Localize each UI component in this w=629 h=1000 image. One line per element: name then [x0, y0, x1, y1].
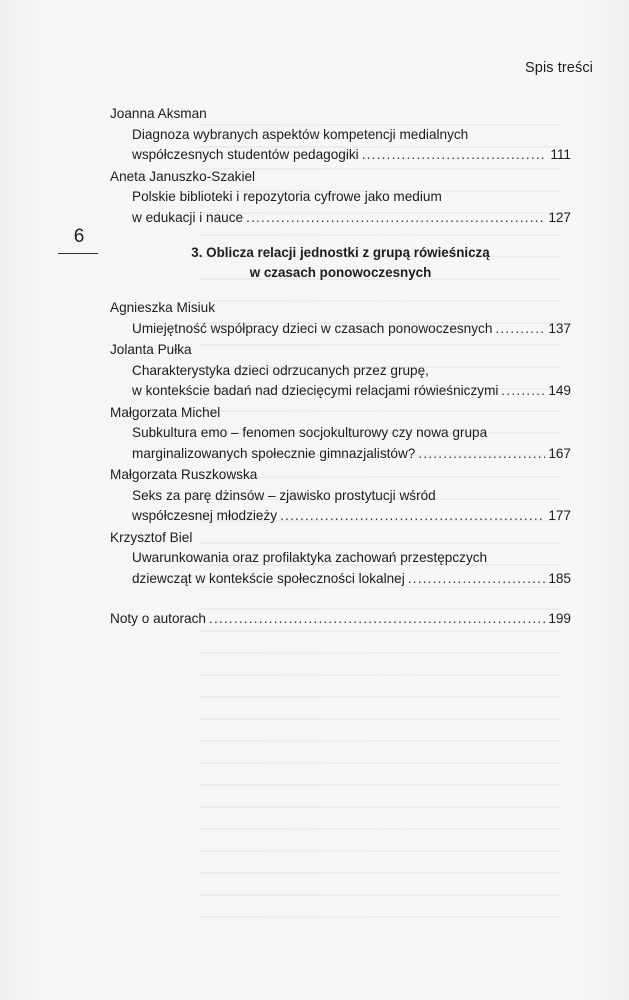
- entry-title-text: Umiejętność współpracy dzieci w czasach ponowoczesnych: [132, 320, 493, 336]
- entry-author: Jolanta Pułka: [110, 342, 192, 357]
- entry-title-line: Uwarunkowania oraz profilaktyka zachowań przestępczych: [132, 550, 488, 565]
- entry-title-line: Diagnoza wybranych aspektów kompetencji medialnych: [132, 126, 469, 142]
- entry-title: [110, 361, 571, 402]
- toc-entry-notes[interactable]: [110, 609, 571, 630]
- entry-title-line: Charakterystyka dzieci odrzucanych przez grupę,: [132, 362, 429, 378]
- notes-label: Noty o autorach: [110, 611, 206, 626]
- notes-line: [110, 609, 571, 630]
- toc-entries-top: [110, 104, 571, 228]
- toc-entry[interactable]: [110, 298, 571, 339]
- entry-author: Aneta Januszko-Szakiel: [110, 168, 256, 184]
- entry-title: [110, 319, 571, 340]
- entry-title-text: w edukacji i nauce: [132, 209, 244, 225]
- entry-title-last-line: [132, 381, 571, 402]
- toc-entry[interactable]: [110, 528, 571, 590]
- dot-leader: [246, 208, 545, 229]
- notes-page-number: 199: [548, 611, 571, 626]
- toc-entry[interactable]: [110, 340, 571, 402]
- toc-entry[interactable]: [110, 104, 571, 166]
- running-header: Spis treści: [525, 60, 593, 76]
- entry-title-text: w kontekście badań nad dziecięcymi relacjami rówieśniczymi: [132, 383, 499, 398]
- entry-title-text: marginalizowanych społecznie gimnazjalistów?: [132, 445, 416, 461]
- dot-leader: [362, 145, 546, 166]
- entry-title-last-line: [132, 319, 571, 340]
- dot-leader: [408, 569, 546, 590]
- entry-page-number: 137: [548, 320, 571, 336]
- dot-leader: [209, 609, 545, 630]
- entry-title-text: współczesnych studentów pedagogiki: [132, 147, 359, 162]
- dot-leader: [280, 506, 545, 527]
- table-of-contents: [110, 104, 571, 631]
- section-heading-line-2: w czasach ponowoczesnych: [249, 264, 432, 280]
- entry-title-text: współczesnej młodzieży: [132, 508, 278, 523]
- entry-page-number: 185: [548, 570, 571, 586]
- dot-leader: [418, 444, 545, 465]
- section-heading: [110, 243, 571, 282]
- entry-title-last-line: [132, 506, 571, 527]
- entry-author: Krzysztof Biel: [110, 529, 193, 545]
- entry-author: Małgorzata Michel: [110, 404, 221, 420]
- entry-title-line: Seks za parę dżinsów – zjawisko prostytucji wśród: [132, 487, 436, 503]
- entry-author: Joanna Aksman: [110, 106, 207, 121]
- page-number: 6: [73, 226, 85, 247]
- entry-title: [110, 486, 571, 527]
- entry-title: [110, 187, 571, 228]
- toc-entry[interactable]: [110, 465, 571, 527]
- entry-title: [110, 125, 571, 166]
- entry-title-line: Subkultura emo – fenomen socjokulturowy czy nowa grupa: [132, 425, 488, 440]
- toc-entry[interactable]: [110, 403, 571, 465]
- entry-page-number: 167: [548, 445, 571, 461]
- entry-title-last-line: [132, 444, 571, 465]
- entry-page-number: 149: [548, 383, 571, 398]
- entry-title-last-line: [132, 569, 571, 590]
- entry-title-last-line: [132, 145, 571, 166]
- entry-title-line: Polskie biblioteki i repozytoria cyfrowe jako medium: [132, 189, 442, 204]
- entry-title-text: dziewcząt w kontekście społeczności lokalnej: [132, 570, 405, 586]
- entry-author: Agnieszka Misiuk: [110, 300, 216, 315]
- entry-title-last-line: [132, 208, 571, 229]
- entry-author: Małgorzata Ruszkowska: [110, 467, 258, 482]
- toc-entries-section: [110, 298, 571, 589]
- toc-entry[interactable]: [110, 167, 571, 229]
- entry-page-number: 177: [548, 508, 571, 523]
- entry-title: [110, 423, 571, 464]
- entry-page-number: 111: [550, 147, 571, 162]
- entry-title: [110, 548, 571, 589]
- dot-leader: [501, 381, 545, 402]
- dot-leader: [495, 319, 545, 340]
- section-heading-line-1: 3. Oblicza relacji jednostki z grupą rówieśniczą: [191, 245, 490, 260]
- page-number-rule: [58, 253, 98, 254]
- entry-page-number: 127: [548, 209, 571, 225]
